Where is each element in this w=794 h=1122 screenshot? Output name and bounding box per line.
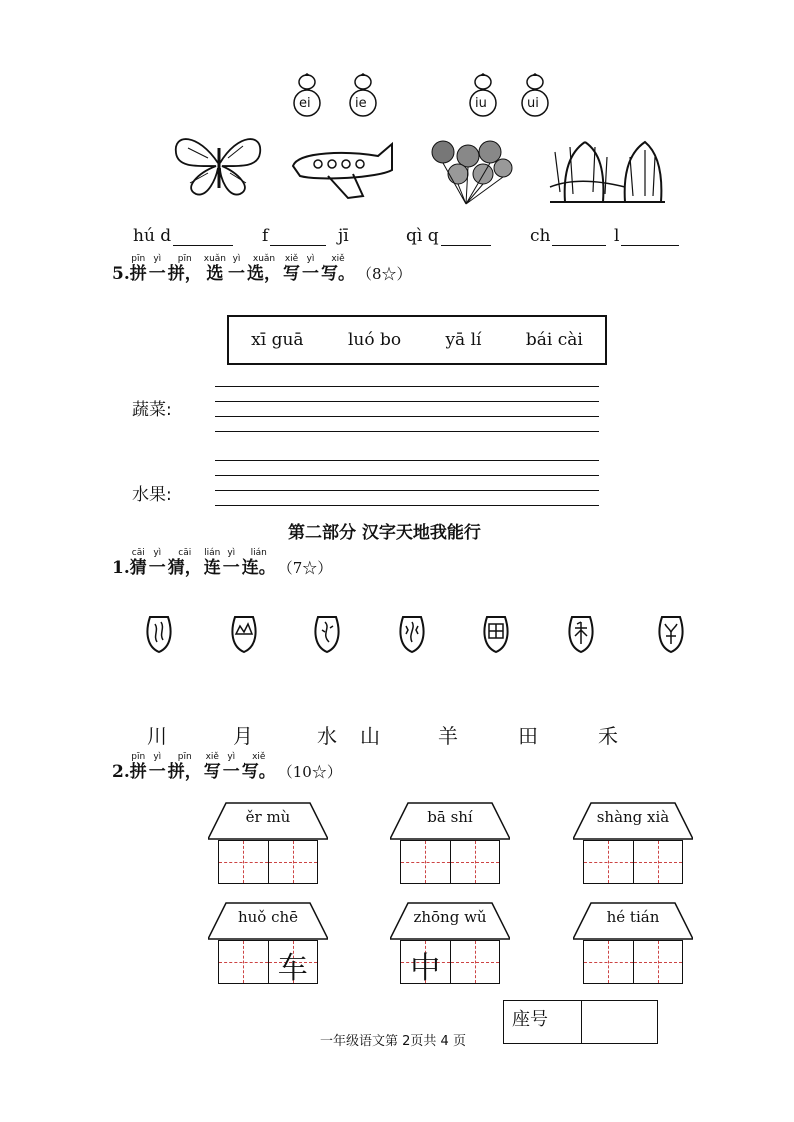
pictograph-water2-icon: [398, 612, 426, 654]
butterfly-icon: [168, 128, 268, 198]
pinyin-char: [149, 254, 166, 284]
cell-char: 中: [410, 951, 441, 986]
page-footer: 一年级语文第 2页共 4 页: [320, 1034, 466, 1049]
writing-grid[interactable]: [400, 840, 500, 884]
grid-cell[interactable]: [633, 841, 683, 883]
airplane-icon: [288, 136, 396, 202]
pinyin-char: [149, 752, 166, 782]
seat-number-label: 座号: [504, 1001, 582, 1043]
writing-grid[interactable]: [400, 940, 500, 984]
pinyin: xuǎn: [252, 254, 276, 264]
pinyin-char: [130, 752, 147, 782]
hanzi: 一: [222, 762, 240, 782]
bird-icon: [515, 72, 555, 118]
pictograph-grain-icon: [567, 612, 595, 654]
hanzi: 拼: [129, 264, 147, 284]
seat-number-box: [503, 1000, 658, 1044]
answer-willow-2: [614, 226, 679, 246]
grid-cell[interactable]: [401, 841, 450, 883]
house-box: [573, 802, 693, 882]
bubble-iu: [463, 72, 503, 122]
pinyin-char: [204, 548, 221, 578]
writing-grid[interactable]: [218, 840, 318, 884]
hanzi: 一: [148, 762, 166, 782]
grid-cell[interactable]: [450, 941, 500, 983]
pinyin: xiě: [205, 752, 219, 762]
pinyin-char: [168, 254, 202, 284]
score: （10☆）: [277, 763, 342, 781]
fruit-label: 水果:: [132, 485, 172, 505]
pinyin-char: [228, 254, 245, 284]
hanzi: 猜: [129, 558, 147, 578]
pinyin: xiě: [284, 254, 299, 264]
character-option[interactable]: 山: [360, 724, 380, 748]
word-box: [227, 315, 607, 365]
pinyin: yì: [227, 548, 236, 558]
question-number: 5.: [112, 264, 130, 284]
answer-prefix: l: [614, 226, 620, 246]
bubble-label: iu: [475, 96, 487, 111]
grid-cell[interactable]: [584, 941, 633, 983]
house-pinyin: ěr mù: [245, 808, 291, 826]
bubble-ui: [515, 72, 555, 122]
pinyin: xiě: [252, 752, 266, 762]
answer-balloons: [406, 226, 491, 246]
bubble-ie: [343, 72, 383, 122]
house-box: [208, 902, 328, 986]
pinyin-char: [223, 548, 240, 578]
hanzi: 选，: [247, 264, 281, 284]
answer-butterfly: [133, 226, 233, 246]
character-option[interactable]: 禾: [598, 724, 618, 748]
pictograph-field-icon: [482, 612, 510, 654]
house-box: [390, 802, 510, 882]
hanzi: 一: [148, 264, 166, 284]
house-pinyin: hé tián: [606, 908, 660, 926]
pictograph-water-icon: [313, 612, 341, 654]
pinyin-char: [149, 548, 166, 578]
pinyin: xuǎn: [203, 254, 226, 264]
pinyin: yì: [227, 752, 236, 762]
pinyin-char: [168, 752, 202, 782]
house-box: [573, 902, 693, 982]
pinyin: lián: [250, 548, 267, 558]
writing-grid[interactable]: [583, 940, 683, 984]
pinyin-char: [242, 548, 276, 578]
hanzi: 写。: [241, 762, 276, 782]
pinyin-char: [130, 254, 147, 284]
pinyin: yì: [306, 254, 315, 264]
bird-icon: [343, 72, 383, 118]
pinyin-char: [204, 752, 221, 782]
pinyin: pīn: [177, 752, 192, 762]
writing-grid[interactable]: [583, 840, 683, 884]
house-box: [390, 902, 510, 986]
pinyin: pīn: [131, 254, 146, 264]
character-option[interactable]: 川: [147, 724, 167, 748]
word-option: luó bo: [347, 330, 402, 350]
pinyin: pīn: [131, 752, 146, 762]
pinyin: yì: [232, 254, 241, 264]
answer-prefix: hú d: [133, 226, 172, 246]
bird-icon: [287, 72, 327, 118]
answer-willow-1: [530, 226, 606, 246]
word-option: bái cài: [525, 330, 583, 350]
hanzi: 拼: [129, 762, 147, 782]
answer-blank[interactable]: [270, 229, 326, 246]
pinyin: cāi: [131, 548, 145, 558]
grid-cell[interactable]: [633, 941, 683, 983]
pinyin-char: [302, 254, 319, 284]
grid-cell[interactable]: [450, 841, 500, 883]
grid-cell[interactable]: [219, 841, 268, 883]
word-option: xī guā: [251, 330, 304, 350]
answer-airplane-1: [262, 226, 326, 246]
pinyin: yì: [153, 254, 162, 264]
word-option: yā lí: [445, 330, 482, 350]
pinyin: xiě: [331, 254, 345, 264]
hanzi: 写: [283, 264, 300, 284]
answer-prefix: jī: [338, 226, 349, 246]
answer-airplane-2: [338, 226, 349, 246]
part2-title: 第二部分 汉字天地我能行: [288, 523, 481, 543]
house-pinyin: bā shí: [427, 808, 473, 826]
bubble-ei: [287, 72, 327, 122]
pinyin-char: [204, 254, 226, 284]
hanzi: 选: [206, 264, 224, 284]
answer-prefix: qì q: [406, 226, 439, 246]
pictograph-sheep-icon: [657, 612, 685, 654]
house-pinyin: shàng xià: [596, 808, 670, 826]
grid-cell[interactable]: [584, 841, 633, 883]
pinyin-char: [247, 254, 281, 284]
grid-cell[interactable]: [268, 941, 318, 986]
balloons-icon: [428, 138, 518, 206]
pinyin: lián: [204, 548, 221, 558]
pinyin: cāi: [178, 548, 192, 558]
willow-tree-icon: [545, 132, 671, 204]
answer-blank[interactable]: [173, 229, 233, 246]
grid-cell[interactable]: [401, 941, 450, 986]
character-option[interactable]: 田: [518, 724, 538, 748]
bubble-label: ui: [527, 96, 539, 111]
hanzi: 一: [148, 558, 166, 578]
pinyin-char: [223, 752, 240, 782]
question-number: 2.: [112, 762, 130, 782]
fruit-writing-lines[interactable]: [215, 446, 599, 506]
pinyin-char: [321, 254, 355, 284]
hanzi: 写: [203, 762, 221, 782]
pinyin-char: [168, 548, 202, 578]
score: （8☆）: [357, 265, 412, 283]
vegetable-writing-lines[interactable]: [215, 372, 599, 432]
grid-cell[interactable]: [219, 941, 268, 983]
house-pinyin: huǒ chē: [237, 908, 299, 926]
cell-char: 车: [277, 951, 308, 986]
character-option[interactable]: 月: [233, 724, 253, 748]
question-number: 1.: [112, 558, 130, 578]
grid-cell[interactable]: [268, 841, 318, 883]
pinyin: pīn: [177, 254, 192, 264]
answer-blank[interactable]: [621, 229, 679, 246]
answer-blank[interactable]: [552, 229, 606, 246]
pinyin: yì: [153, 752, 162, 762]
character-option[interactable]: 水: [317, 724, 337, 748]
bubble-label: ie: [355, 96, 367, 111]
pictograph-mountain-icon: [230, 612, 258, 654]
q1-heading: [112, 548, 332, 578]
vegetable-label: 蔬菜:: [132, 400, 172, 420]
answer-prefix: f: [262, 226, 269, 246]
answer-blank[interactable]: [441, 229, 491, 246]
hanzi: 一: [222, 558, 240, 578]
hanzi: 写。: [321, 264, 355, 284]
character-option[interactable]: 羊: [438, 724, 458, 748]
pinyin-char: [283, 254, 300, 284]
pinyin-char: [130, 548, 147, 578]
pictograph-river-icon: [145, 612, 173, 654]
house-box: [208, 802, 328, 882]
writing-grid[interactable]: [218, 940, 318, 984]
hanzi: 猜，: [167, 558, 202, 578]
bird-icon: [463, 72, 503, 118]
pinyin: yì: [153, 548, 162, 558]
hanzi: 拼，: [167, 264, 202, 284]
seat-number-field[interactable]: [582, 1001, 657, 1043]
hanzi: 连: [203, 558, 221, 578]
answer-prefix: ch: [530, 226, 551, 246]
house-pinyin: zhōng wǔ: [413, 908, 487, 926]
bubble-label: ei: [299, 96, 311, 111]
pinyin-char: [242, 752, 276, 782]
hanzi: 一: [228, 264, 245, 284]
hanzi: 一: [302, 264, 319, 284]
score: （7☆）: [277, 559, 333, 577]
q2-heading: [112, 752, 342, 782]
hanzi: 拼，: [167, 762, 202, 782]
q5-heading: [112, 254, 412, 284]
hanzi: 连。: [241, 558, 276, 578]
